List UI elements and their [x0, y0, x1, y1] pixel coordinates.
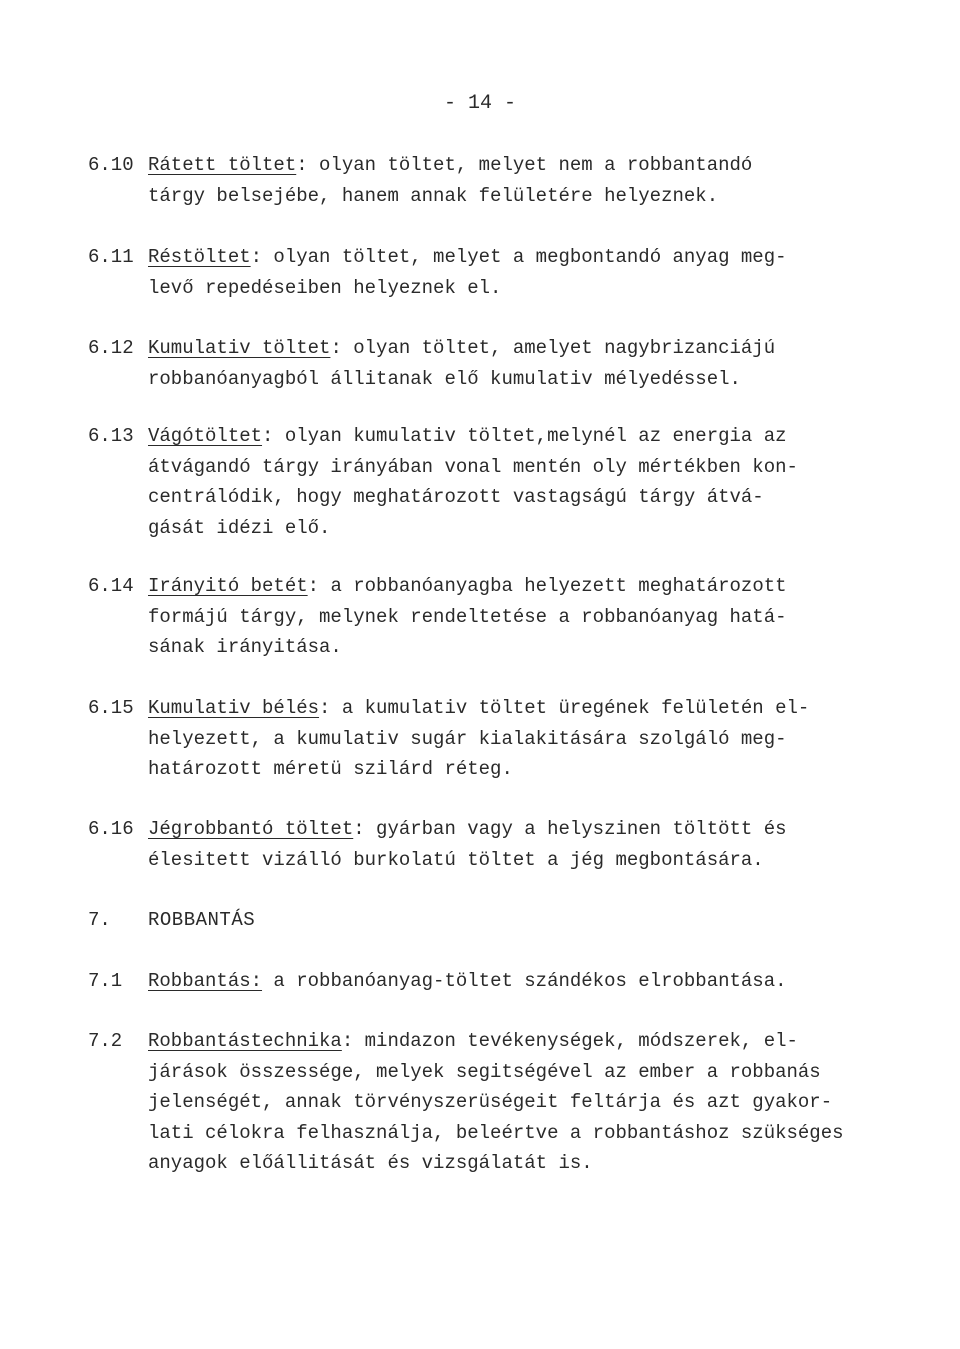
entry-first-line	[88, 333, 908, 364]
entry-number: 6.10	[88, 154, 134, 176]
entry-line: anyagok előállitását és vizsgálatát is.	[148, 1152, 593, 1174]
entry-term: Rátett töltet	[148, 154, 297, 176]
entry-line: élesitett vizálló burkolatú töltet a jég megbontására.	[148, 848, 764, 871]
entry-term: Robbantás:	[148, 970, 263, 992]
definition-6-14	[88, 571, 908, 663]
definition-6-16	[88, 814, 908, 875]
entry-line: formájú tárgy, melynek rendeltetése a robbanóanyag hatá-	[148, 605, 787, 628]
entry-number: 6.11	[88, 246, 134, 268]
entry-line: robbanóanyagból állitanak elő kumulativ mélyedéssel.	[148, 367, 741, 390]
entry-line: átvágandó tárgy irányában vonal mentén oly mértékben kon-	[148, 455, 798, 478]
entry-term: Jégrobbantó töltet	[148, 818, 354, 840]
entry-line: lati célokra felhasználja, beleértve a robbantáshoz szükséges	[148, 1121, 844, 1144]
entry-number: 6.14	[88, 575, 134, 597]
entry-first-line	[88, 571, 908, 602]
entry-first-line	[88, 693, 908, 724]
entry-line: határozott méretü szilárd réteg.	[148, 758, 513, 780]
entry-text: : olyan töltet, amelyet nagybrizanciájú	[330, 337, 776, 359]
entry-text: : a robbanóanyagba helyezett meghatározott	[307, 575, 787, 597]
entry-first-line	[88, 1026, 908, 1057]
definition-6-15	[88, 693, 908, 785]
entry-number: 6.13	[88, 425, 134, 447]
entry-term: Robbantástechnika	[148, 1030, 342, 1052]
entry-text: : mindazon tevékenységek, módszerek, el-	[341, 1030, 798, 1052]
entry-text: : a kumulativ töltet üregének felületén el-	[319, 697, 810, 719]
entry-line: jelenségét, annak törvényszerüségeit feltárja és azt gyakor-	[148, 1091, 833, 1113]
entry-first-line	[88, 150, 908, 181]
entry-term: Kumulativ bélés	[148, 697, 320, 719]
definition-6-10	[88, 150, 908, 211]
entry-line: gását idézi elő.	[148, 516, 331, 539]
page-number: - 14 -	[443, 92, 516, 115]
entry-line: sának irányitása.	[148, 636, 342, 658]
entry-first-line	[88, 421, 908, 452]
entry-first-line	[88, 814, 908, 845]
definition-6-11	[88, 242, 908, 303]
definition-6-12	[88, 333, 908, 394]
entry-number: 6.15	[88, 697, 134, 719]
entry-text: a robbanóanyag-töltet szándékos elrobbantása.	[262, 970, 787, 992]
definition-6-13	[88, 421, 908, 543]
entry-number: 6.12	[88, 337, 134, 359]
entry-line: levő repedéseiben helyeznek el.	[148, 276, 502, 299]
entry-first-line	[88, 242, 908, 273]
entry-text: : olyan töltet, melyet a megbontandó anyag meg-	[250, 246, 787, 268]
entry-term: Kumulativ töltet	[148, 337, 331, 359]
entry-line: centrálódik, hogy meghatározott vastagságú tárgy átvá-	[148, 486, 764, 508]
section-title: ROBBANTÁS	[148, 909, 256, 931]
section-number: 7.	[88, 909, 111, 931]
entry-term: Irányitó betét	[148, 575, 308, 597]
definition-7-1	[88, 966, 908, 997]
entry-term: Vágótöltet	[148, 425, 263, 447]
entry-text: : olyan töltet, melyet nem a robbantandó	[296, 154, 753, 176]
entry-text: : gyárban vagy a helyszinen töltött és	[353, 818, 787, 840]
entry-text: : olyan kumulativ töltet,melynél az energia az	[262, 425, 787, 447]
definition-7-2	[88, 1026, 908, 1179]
entry-number: 7.2	[88, 1030, 123, 1052]
entry-line: helyezett, a kumulativ sugár kialakitására szolgáló meg-	[148, 727, 787, 750]
section-heading	[88, 905, 908, 936]
entry-number: 7.1	[88, 970, 123, 992]
entry-line: járások összessége, melyek segitségével az ember a robbanás	[148, 1060, 821, 1083]
entry-term: Réstöltet	[148, 246, 251, 268]
entry-number: 6.16	[88, 818, 134, 840]
entry-first-line	[88, 966, 908, 997]
entry-line: tárgy belsejébe, hanem annak felületére helyeznek.	[148, 184, 719, 207]
